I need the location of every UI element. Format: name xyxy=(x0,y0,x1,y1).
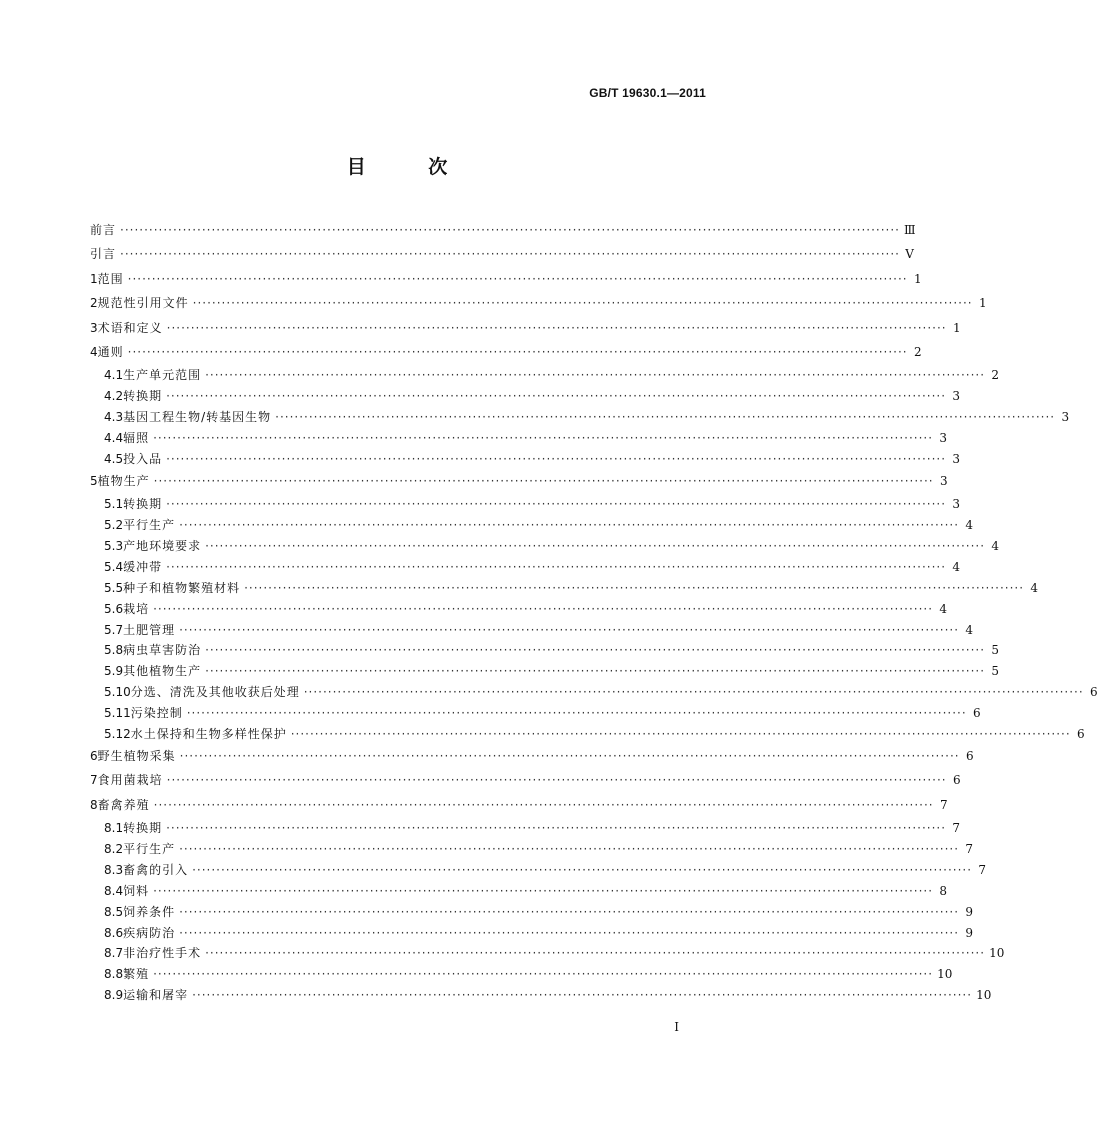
toc-entry-number: 5.3 xyxy=(104,538,124,553)
toc-entry-page: 6 xyxy=(952,773,961,788)
toc-entry-label: 转换期 xyxy=(123,821,163,836)
table-of-contents xyxy=(90,219,1098,1006)
toc-entry-label: 病虫草害防治 xyxy=(123,643,202,658)
toc-entry-page: 7 xyxy=(952,821,961,836)
toc-entry[interactable] xyxy=(90,640,1000,661)
dot-leader xyxy=(166,452,946,466)
toc-entry-number: 5.4 xyxy=(104,559,124,574)
toc-entry[interactable] xyxy=(90,682,1098,703)
dot-leader xyxy=(153,967,933,981)
toc-entry[interactable] xyxy=(90,839,974,860)
toc-entry-page: 7 xyxy=(978,862,987,877)
dot-leader xyxy=(205,664,985,678)
toc-entry-page: 2 xyxy=(913,344,922,359)
toc-entry[interactable] xyxy=(90,449,961,470)
toc-entry[interactable] xyxy=(90,557,961,578)
toc-entry-page: 3 xyxy=(1061,410,1070,425)
toc-entry-page: Ⅴ xyxy=(905,247,914,262)
toc-entry-label: 辐照 xyxy=(123,431,150,446)
toc-entry-number: 5.7 xyxy=(104,622,124,637)
toc-entry[interactable] xyxy=(90,428,948,449)
toc-entry-number: 5.6 xyxy=(104,601,124,616)
dot-leader xyxy=(128,272,908,286)
toc-entry[interactable] xyxy=(90,292,987,316)
toc-entry-label: 平行生产 xyxy=(123,518,176,533)
toc-entry-label: 植物生产 xyxy=(97,473,150,488)
toc-entry-number: 4.2 xyxy=(104,389,124,404)
dot-leader xyxy=(180,749,960,763)
toc-entry-label: 种子和植物繁殖材料 xyxy=(123,580,241,595)
toc-entry[interactable] xyxy=(90,818,961,839)
toc-entry-number: 1 xyxy=(90,271,98,286)
dot-leader xyxy=(153,602,933,616)
toc-entry-number: 5.1 xyxy=(104,497,124,512)
toc-entry-page: 6 xyxy=(973,706,981,721)
toc-entry-page: 4 xyxy=(952,559,961,574)
toc-entry-label: 栽培 xyxy=(123,601,150,616)
toc-entry-label: 平行生产 xyxy=(123,841,176,856)
toc-entry-number: 8 xyxy=(90,797,98,812)
toc-entry-page: 9 xyxy=(965,904,974,919)
toc-entry-page: 3 xyxy=(952,451,961,466)
toc-entry[interactable] xyxy=(90,268,922,292)
toc-entry-label: 缓冲带 xyxy=(123,559,163,574)
toc-entry[interactable] xyxy=(90,985,992,1006)
toc-entry-page: 3 xyxy=(952,389,961,404)
toc-entry-page: 4 xyxy=(991,538,1000,553)
toc-entry-page: 6 xyxy=(1077,726,1085,741)
toc-entry[interactable] xyxy=(90,470,948,494)
dot-leader xyxy=(179,926,959,940)
dot-leader xyxy=(167,321,947,335)
toc-entry-label: 转换期 xyxy=(123,389,163,404)
toc-entry-number: 8.6 xyxy=(104,925,124,940)
toc-entry[interactable] xyxy=(90,703,981,724)
toc-entry-page: 6 xyxy=(1090,685,1098,700)
toc-entry[interactable] xyxy=(90,578,1039,599)
dot-leader xyxy=(128,345,908,359)
toc-entry-number: 7 xyxy=(90,773,98,788)
toc-entry-label: 畜禽养殖 xyxy=(97,797,150,812)
dot-leader xyxy=(187,706,967,720)
toc-entry[interactable] xyxy=(90,243,914,267)
dot-leader xyxy=(153,884,933,898)
dot-leader xyxy=(166,560,946,574)
dot-leader xyxy=(166,821,946,835)
toc-entry[interactable] xyxy=(90,902,974,923)
dot-leader xyxy=(154,798,934,812)
toc-entry-number: 8.8 xyxy=(104,967,124,982)
toc-entry-number: 5.2 xyxy=(104,518,124,533)
dot-leader xyxy=(275,410,1055,424)
toc-entry[interactable] xyxy=(90,386,961,407)
toc-entry-label: 范围 xyxy=(97,271,124,286)
toc-entry-label: 规范性引用文件 xyxy=(97,296,189,311)
toc-entry[interactable] xyxy=(90,745,974,769)
toc-entry-page: 4 xyxy=(1030,580,1039,595)
toc-entry-number: 6 xyxy=(90,748,98,763)
toc-entry-page: 10 xyxy=(937,967,953,982)
toc-entry-number: 4.1 xyxy=(104,368,124,383)
dot-leader xyxy=(244,581,1024,595)
toc-entry-page: 4 xyxy=(939,601,948,616)
toc-entry-label: 转换期 xyxy=(123,497,163,512)
toc-entry-label: 土肥管理 xyxy=(123,622,176,637)
toc-entry-page: Ⅲ xyxy=(903,223,916,237)
toc-entry-label: 畜禽的引入 xyxy=(123,862,189,877)
dot-leader xyxy=(153,431,933,445)
dot-leader xyxy=(167,773,947,787)
toc-entry[interactable] xyxy=(90,219,916,243)
toc-entry[interactable] xyxy=(90,620,974,641)
toc-entry-page: 8 xyxy=(939,883,948,898)
dot-leader xyxy=(193,296,973,310)
toc-entry-page: 7 xyxy=(939,797,948,812)
toc-entry-number: 4.4 xyxy=(104,431,124,446)
toc-entry[interactable] xyxy=(90,860,987,881)
toc-entry-number: 8.4 xyxy=(104,883,124,898)
toc-entry-page: 10 xyxy=(976,988,992,1003)
toc-entry-page: 6 xyxy=(965,748,974,763)
dot-leader xyxy=(192,863,972,877)
toc-entry-number: 5 xyxy=(90,473,98,488)
toc-entry-label: 通则 xyxy=(97,344,124,359)
toc-entry[interactable] xyxy=(90,794,948,818)
toc-entry-page: 3 xyxy=(939,431,948,446)
toc-entry-label: 前言 xyxy=(90,223,117,237)
toc-entry-page: 4 xyxy=(965,518,974,533)
toc-entry-label: 非治疗性手术 xyxy=(123,946,202,961)
toc-entry[interactable] xyxy=(90,365,1000,386)
toc-entry[interactable] xyxy=(90,661,1000,682)
toc-entry-number: 5.8 xyxy=(104,643,124,658)
toc-entry-label: 其他植物生产 xyxy=(123,664,202,679)
toc-entry-page: 3 xyxy=(952,497,961,512)
toc-entry-number: 8.3 xyxy=(104,862,124,877)
toc-entry-page: 7 xyxy=(965,841,974,856)
toc-entry-page: 9 xyxy=(965,925,974,940)
toc-entry-label: 疾病防治 xyxy=(123,925,176,940)
dot-leader xyxy=(179,905,959,919)
toc-entry-label: 分选、清洗及其他收获后处理 xyxy=(130,685,300,700)
dot-leader xyxy=(120,247,900,261)
toc-entry-label: 术语和定义 xyxy=(97,320,163,335)
toc-entry-page: 1 xyxy=(952,320,961,335)
toc-entry[interactable] xyxy=(90,881,948,902)
page-number: Ⅰ xyxy=(674,1020,679,1034)
toc-entry-label: 饲养条件 xyxy=(123,904,176,919)
toc-entry[interactable] xyxy=(90,536,1000,557)
toc-entry-number: 5.12 xyxy=(104,726,131,741)
toc-entry-page: 3 xyxy=(939,473,948,488)
toc-entry-number: 8.9 xyxy=(104,988,124,1003)
dot-leader xyxy=(291,727,1071,741)
toc-entry-number: 8.5 xyxy=(104,904,124,919)
dot-leader xyxy=(166,389,946,403)
toc-entry-page: 1 xyxy=(978,296,987,311)
toc-entry-number: 8.7 xyxy=(104,946,124,961)
toc-entry[interactable] xyxy=(90,407,1070,428)
toc-entry-label: 产地环境要求 xyxy=(123,538,202,553)
toc-entry-label: 污染控制 xyxy=(130,706,183,721)
standard-number: GB/T 19630.1—2011 xyxy=(589,86,706,100)
dot-leader xyxy=(205,539,985,553)
toc-entry[interactable] xyxy=(90,943,1005,964)
page-title: 目 次 xyxy=(346,156,476,178)
toc-entry[interactable] xyxy=(90,317,961,341)
toc-entry-page: 4 xyxy=(965,622,974,637)
toc-entry-number: 8.2 xyxy=(104,841,124,856)
toc-entry-label: 水土保持和生物多样性保护 xyxy=(130,726,287,741)
dot-leader xyxy=(166,497,946,511)
toc-entry-label: 食用菌栽培 xyxy=(97,773,163,788)
dot-leader xyxy=(120,223,900,237)
toc-entry-number: 8.1 xyxy=(104,821,124,836)
dot-leader xyxy=(179,518,959,532)
toc-entry-page: 5 xyxy=(991,643,1000,658)
toc-entry-label: 野生植物采集 xyxy=(97,748,176,763)
toc-entry[interactable] xyxy=(90,964,953,985)
toc-entry-number: 5.10 xyxy=(104,685,131,700)
toc-entry-label: 运输和屠宰 xyxy=(123,988,189,1003)
dot-leader xyxy=(192,988,972,1002)
toc-entry-label: 生产单元范围 xyxy=(123,368,202,383)
toc-entry-number: 3 xyxy=(90,320,98,335)
toc-entry[interactable] xyxy=(90,923,974,944)
toc-entry[interactable] xyxy=(90,724,1085,745)
toc-entry-label: 投入品 xyxy=(123,451,163,466)
toc-entry[interactable] xyxy=(90,341,922,365)
toc-entry-number: 5.9 xyxy=(104,664,124,679)
toc-entry-label: 基因工程生物/转基因生物 xyxy=(123,410,272,425)
dot-leader xyxy=(179,623,959,637)
toc-entry-number: 4.5 xyxy=(104,451,124,466)
dot-leader xyxy=(205,946,985,960)
toc-entry-page: 2 xyxy=(991,368,1000,383)
toc-entry-number: 2 xyxy=(90,296,98,311)
toc-entry-label: 饲料 xyxy=(123,883,150,898)
dot-leader xyxy=(205,643,985,657)
toc-entry-label: 引言 xyxy=(90,247,117,262)
toc-entry-number: 4.3 xyxy=(104,410,124,425)
toc-entry[interactable] xyxy=(90,515,974,536)
dot-leader xyxy=(304,685,1084,699)
dot-leader xyxy=(154,474,934,488)
dot-leader xyxy=(205,368,985,382)
toc-entry[interactable] xyxy=(90,769,961,793)
toc-entry-label: 繁殖 xyxy=(123,967,150,982)
toc-entry-number: 5.11 xyxy=(104,706,131,721)
toc-entry-page: 1 xyxy=(913,271,922,286)
toc-entry-page: 5 xyxy=(991,664,1000,679)
toc-entry[interactable] xyxy=(90,494,961,515)
toc-entry-page: 10 xyxy=(989,946,1005,961)
dot-leader xyxy=(179,842,959,856)
toc-entry-number: 4 xyxy=(90,344,98,359)
toc-entry-number: 5.5 xyxy=(104,580,124,595)
toc-entry[interactable] xyxy=(90,599,948,620)
